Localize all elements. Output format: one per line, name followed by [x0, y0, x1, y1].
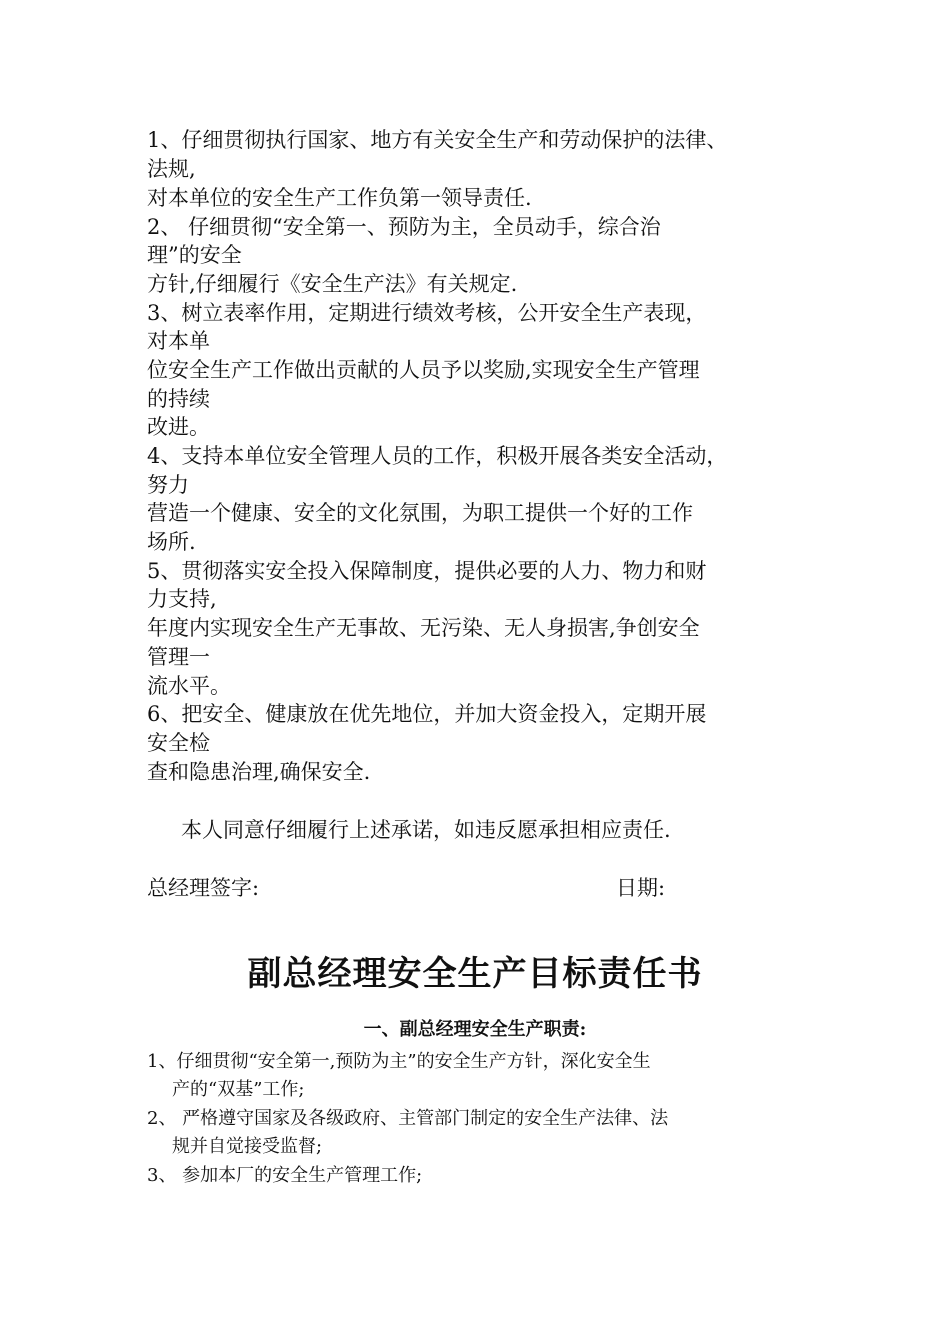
section-heading: 一、副总经理安全生产职责: [363, 1019, 587, 1040]
duty-line: 2、 严格遵守国家及各级政府、主管部门制定的安全生产法律、法 [147, 1108, 669, 1129]
duty-line: 3、 参加本厂的安全生产管理工作; [147, 1165, 423, 1186]
document-title: 副总经理安全生产目标责任书 [247, 954, 703, 994]
duty-line: 1、仔细贯彻“安全第一,预防为主”的安全生产方针，深化安全生 [147, 1051, 651, 1072]
text-line: 安全检 [147, 731, 210, 755]
signature-label: 总经理签字: [147, 876, 260, 900]
text-line: 年度内实现安全生产无事故、无污染、无人身损害,争创安全 [147, 616, 700, 640]
text-line: 4、支持本单位安全管理人员的工作，积极开展各类安全活动， [147, 444, 728, 468]
text-line: 理”的安全 [147, 243, 242, 267]
text-line: 2、 仔细贯彻“安全第一、预防为主，全员动手，综合治 [147, 215, 661, 239]
text-line: 营造一个健康、安全的文化氛围，为职工提供一个好的工作 [147, 501, 693, 525]
text-line: 力支持, [147, 587, 217, 611]
pledge-statement: 本人同意仔细履行上述承诺，如违反愿承担相应责任. [181, 818, 671, 842]
text-line: 管理一 [147, 645, 210, 669]
text-line: 的持续 [147, 387, 210, 411]
text-line: 对本单位的安全生产工作负第一领导责任. [147, 186, 532, 210]
text-line: 查和隐患治理,确保安全. [147, 760, 371, 784]
duty-line: 产的“双基”工作; [172, 1079, 305, 1100]
text-line: 流水平。 [147, 674, 231, 698]
text-line: 6、把安全、健康放在优先地位，并加大资金投入，定期开展 [147, 702, 707, 726]
text-line: 法规, [147, 157, 196, 181]
date-label: 日期: [616, 876, 666, 900]
text-line: 位安全生产工作做出贡献的人员予以奖励,实现安全生产管理 [147, 358, 700, 382]
text-line: 1、仔细贯彻执行国家、地方有关安全生产和劳动保护的法律、 [147, 128, 728, 152]
text-line: 3、树立表率作用，定期进行绩效考核，公开安全生产表现， [147, 301, 707, 325]
text-line: 对本单 [147, 329, 210, 353]
duty-line: 规并自觉接受监督; [172, 1136, 323, 1157]
text-line: 改进。 [147, 415, 210, 439]
text-line: 方针,仔细履行《安全生产法》有关规定. [147, 272, 518, 296]
text-line: 场所. [147, 530, 196, 554]
text-line: 5、贯彻落实安全投入保障制度，提供必要的人力、物力和财 [147, 559, 707, 583]
text-line: 努力 [147, 473, 189, 497]
